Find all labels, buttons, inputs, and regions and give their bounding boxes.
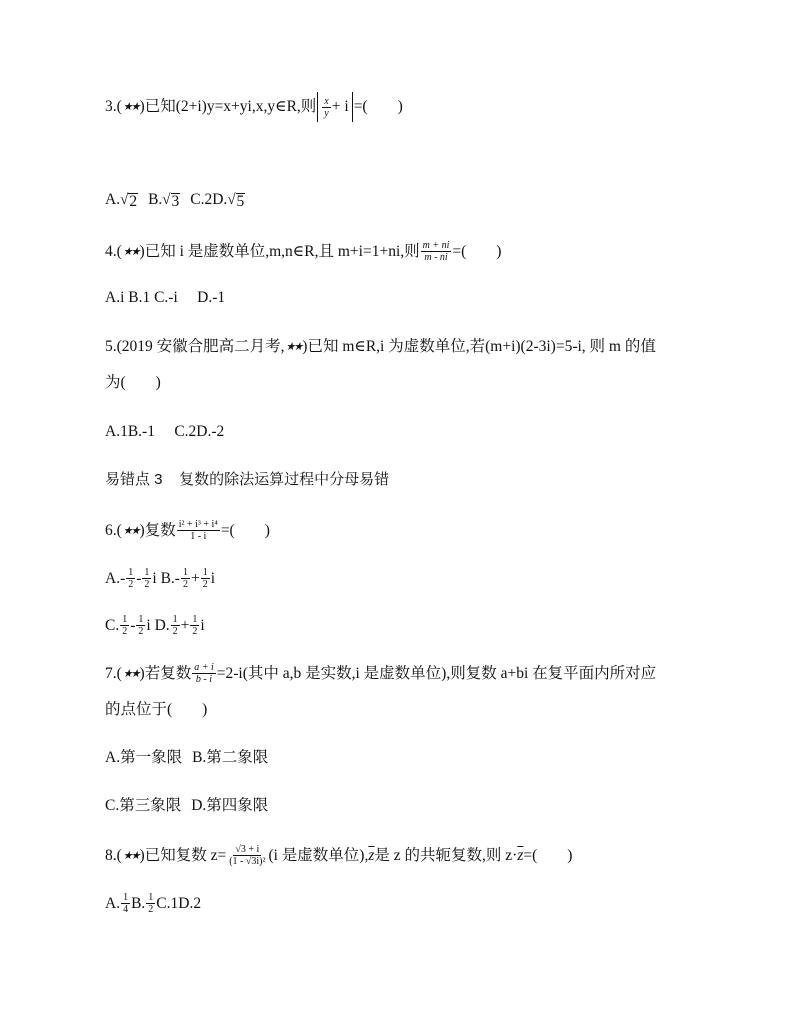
question-7-line-1: 7.( ★★ )若复数 $\frac{a + i}{b - i}$ =2-i(其中 a,b 是实数,i 是虚数单位),则复数 a+bi 在复平面内所对应 xyxy=(105,662,657,685)
fraction-sqrt3: $\frac{√3 + i}{\text{(1 - √3i)²}}$ xyxy=(229,844,266,867)
sqrt-2: √ 2 xyxy=(120,192,138,210)
fraction-half: $\frac{1}{2}$ xyxy=(172,614,178,637)
sqrt-5: √ 5 xyxy=(227,192,245,210)
question-8-options: A. $\frac{1}{4}$ B. $\frac{1}{2}$ C.1D.2 xyxy=(105,892,202,915)
fraction-half: $\frac{1}{2}$ xyxy=(138,614,144,637)
difficulty-star-icon: ★★ xyxy=(122,524,139,537)
question-8: 8.( ★★ )已知复数 z= $\frac{√3 + i}{\text{(1 - √3i)²}}$ (i 是虚数单位), $\overline{z}$ 是 z 的共轭复数,则 z· $\overline{z}$ =( ) xyxy=(105,844,573,867)
fraction-half: $\frac{1}{2}$ xyxy=(182,567,188,590)
fraction-half: $\frac{1}{2}$ xyxy=(128,567,134,590)
fraction-half: $\frac{1}{2}$ xyxy=(148,892,154,915)
difficulty-star-icon: ★★ xyxy=(285,341,302,353)
fraction-i-powers: $\frac{\text{i² + i³ + i⁴}}{1 - i}$ xyxy=(178,519,218,542)
absolute-value: $\frac{x}{y}$ + i xyxy=(317,92,352,122)
question-5-line-2: 为( ) xyxy=(105,374,161,391)
question-6-options-1: A.- $\frac{1}{2}$ - $\frac{1}{2}$ i B.- $\frac{1}{2}$ + $\frac{1}{2}$ i xyxy=(105,567,216,590)
question-5-line-1: 5.(2019 安徽合肥高二月考, ★★ )已知 m∈R,i 为虚数单位,若(m+i)(2-3i)=5-i, 则 m 的值 xyxy=(105,338,656,355)
difficulty-star-icon: ★★ xyxy=(122,849,139,862)
question-3-options: A. √ 2 B. √ 3 C.2 D. √ 5 xyxy=(105,191,245,210)
question-7-line-2: 的点位于( ) xyxy=(105,701,208,718)
section-heading: 易错点 3 复数的除法运算过程中分母易错 xyxy=(105,471,390,488)
fraction-half: $\frac{1}{2}$ xyxy=(192,614,198,637)
fraction-half: $\frac{1}{2}$ xyxy=(202,567,208,590)
z-conjugate: $\overline{z}$ xyxy=(517,846,524,864)
fraction-a-b: $\frac{a + i}{b - i}$ xyxy=(194,662,214,685)
question-7-options-2: C.第三象限 D.第四象限 xyxy=(105,797,269,814)
question-5-options: A.1B.-1 C.2D.-2 xyxy=(105,423,225,440)
fraction-quarter: $\frac{1}{4}$ xyxy=(123,892,129,915)
difficulty-star-icon: ★★ xyxy=(122,245,139,258)
fraction-half: $\frac{1}{2}$ xyxy=(122,614,128,637)
question-3: 3.( ★★ )已知(2+i)y=x+yi,x,y ∈R,则 $\frac{x}{y}$ + i =( ) xyxy=(105,92,403,122)
fraction-m-ni: $\frac{m + ni}{m - ni}$ xyxy=(422,240,450,263)
z-conjugate: $\overline{z}$ xyxy=(368,846,375,864)
question-7-options-1: A.第一象限 B.第二象限 xyxy=(105,749,269,766)
difficulty-star-icon: ★★ xyxy=(122,667,139,680)
question-4-options: A.i B.1 C.-i D.-1 xyxy=(105,289,226,306)
question-6-options-2: C. $\frac{1}{2}$ - $\frac{1}{2}$ i D. $\frac{1}{2}$ + $\frac{1}{2}$ i xyxy=(105,614,205,637)
sqrt-3: √ 3 xyxy=(162,192,180,210)
fraction-x-over-y: $\frac{x}{y}$ xyxy=(324,95,329,119)
question-6: 6.( ★★ )复数 $\frac{\text{i² + i³ + i⁴}}{1 - i}$ =( ) xyxy=(105,519,270,542)
fraction-half: $\frac{1}{2}$ xyxy=(144,567,150,590)
difficulty-star-icon: ★★ xyxy=(122,101,139,113)
question-4: 4.( ★★ )已知 i 是虚数单位,m,n∈R,且 m+i=1+ni,则 $\frac{m + ni}{m - ni}$ =( ) xyxy=(105,240,502,263)
